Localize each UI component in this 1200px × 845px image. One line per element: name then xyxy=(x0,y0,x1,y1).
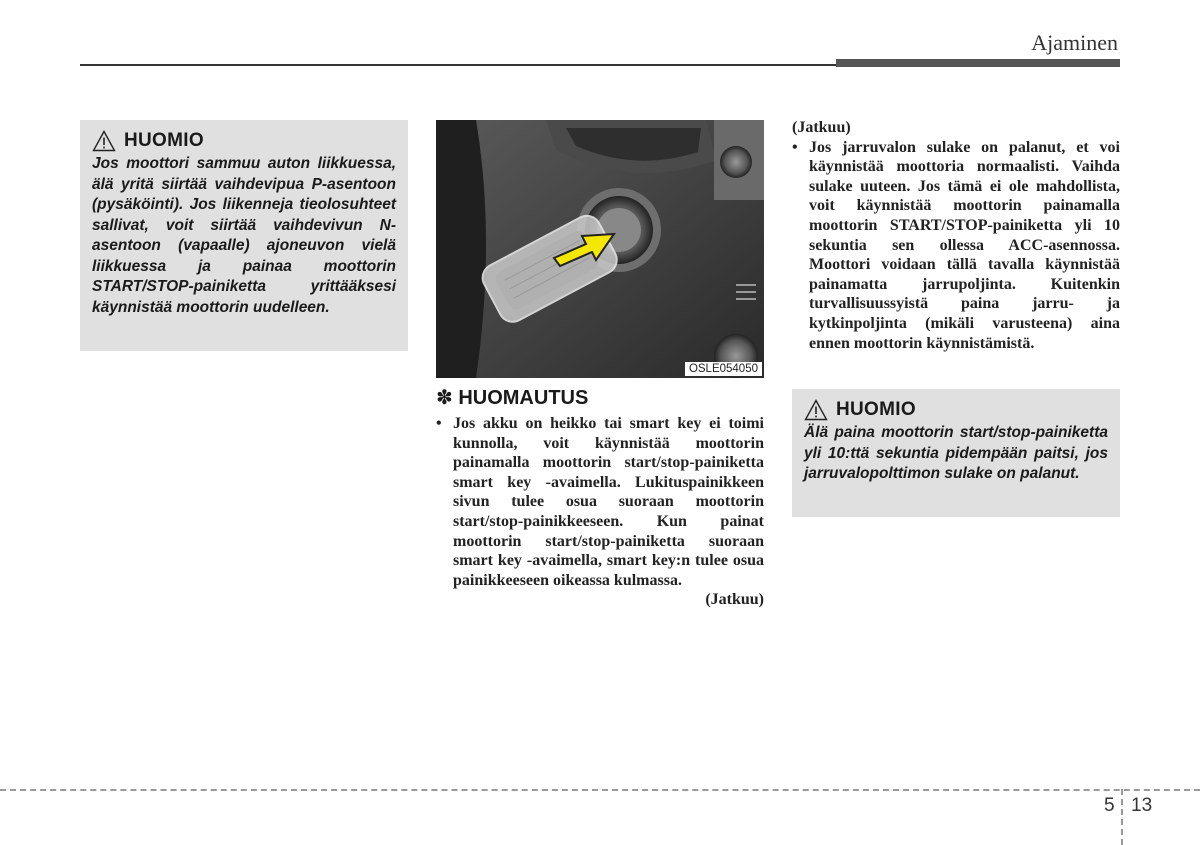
footer-divider xyxy=(0,789,1200,791)
note-body xyxy=(436,414,764,610)
note-symbol-icon: ✽ xyxy=(436,387,453,409)
caution-text: Jos moottori sammuu auton liikkuessa, älä yritä siirtää vaihdevipua P-asentoon (pysäköinti). Jos liikenneja tieolosuhteet sallivat, voit siirtää vaihdevivun N-asentoon (vapaalle) ajoneuvon vielä liikkuessa ja painaa moottorin START/STOP-painiketta yrittääksesi käynnistää moottorin uudelleen. xyxy=(92,155,396,316)
caution-title: HUOMIO xyxy=(124,130,204,151)
note-title: HUOMAUTUS xyxy=(458,387,589,409)
caution-title: HUOMIO xyxy=(836,399,916,420)
caution-box-right xyxy=(792,389,1120,517)
note-heading xyxy=(436,385,588,410)
right-bullet-text: Jos jarruvalon sulake on palanut, et voi käynnistää moottoria normaalisti. Vaihda sulake uuteen. Jos tämä ei ole mahdollista, voit käynnistää moottorin painamalla moottorin START/STOP-painiketta yli 10 sekuntia sen ollessa ACC-asennossa. Moottori voidaan tällä tavalla käynnistää painamatta jarrupoljinta. Kuitenkin turvallisuussyistä paina jarru- ja kytkinpoljinta (mikäli varusteena) aina ennen moottorin käynnistämistä. xyxy=(809,138,1120,352)
caution-text: Älä paina moottorin start/stop-painiketta yli 10:ttä sekuntia pidempään paitsi, jos jarruvalopolttimon sulake on palanut. xyxy=(804,424,1108,482)
bullet-icon: • xyxy=(436,415,442,432)
section-title: Ajaminen xyxy=(1031,30,1118,55)
bullet-icon: • xyxy=(792,138,798,156)
warning-triangle-icon xyxy=(92,130,116,152)
list-item xyxy=(792,138,1120,354)
header-rule-accent xyxy=(836,59,1120,67)
footer-page-divider xyxy=(1121,789,1123,845)
chapter-number: 5 xyxy=(1104,795,1115,816)
right-column xyxy=(792,118,1120,353)
continued-label: (Jatkuu) xyxy=(792,119,851,136)
warning-triangle-icon xyxy=(804,399,828,421)
page-number: 13 xyxy=(1131,795,1153,816)
continued-label: (Jatkuu) xyxy=(705,591,764,609)
header-rule xyxy=(80,64,836,66)
list-item xyxy=(436,414,764,590)
note-bullet-text: Jos akku on heikko tai smart key ei toimi kunnolla, voit käynnistää moottorin painamalla moottorin start/stop-painiketta smart key -avaimella. Lukituspainikkeen sivun tulee osua suoraan moottorin start/stop-painikkeeseen. Kun painat moottorin start/stop-painiketta suoraan smart key -avaimella, smart key:n tulee osua painikkeeseen oikeassa kulmassa. xyxy=(453,415,764,589)
dashboard-photo xyxy=(436,120,764,378)
figure-code: OSLE054050 xyxy=(685,362,762,376)
caution-box-left xyxy=(80,120,408,351)
smart-key-illustration xyxy=(436,120,764,378)
